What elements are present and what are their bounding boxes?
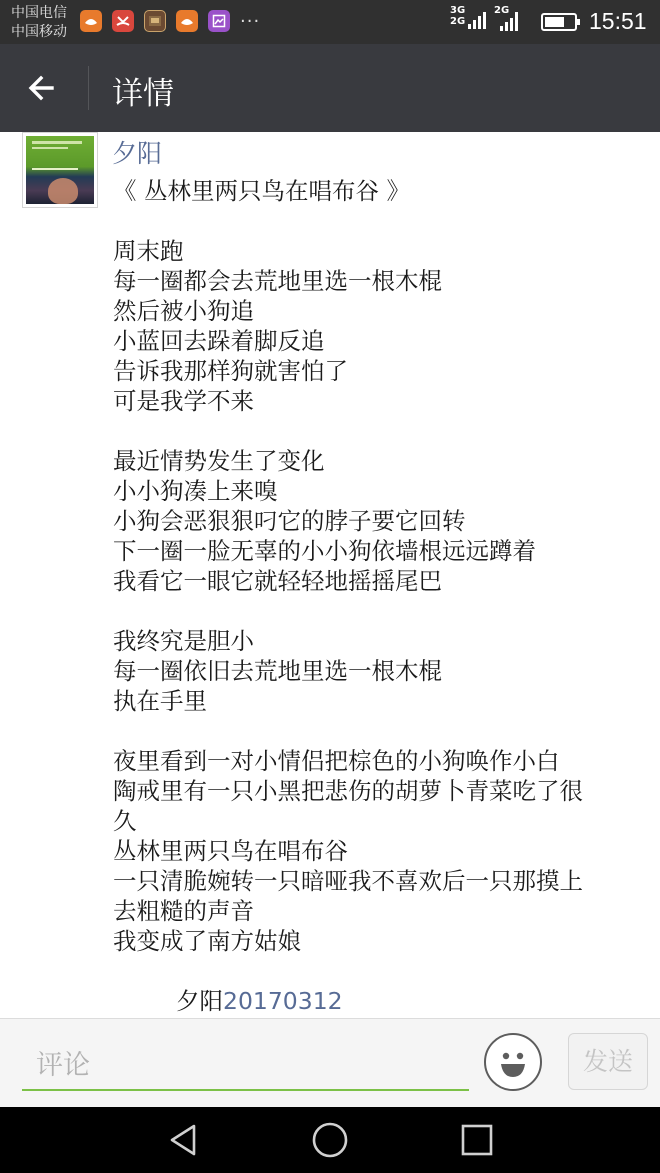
post-line: 丛林里两只鸟在唱布谷 — [113, 837, 348, 865]
post-line: 小小狗凑上来嗅 — [113, 477, 278, 505]
title-divider — [88, 66, 89, 110]
post-body — [113, 176, 638, 956]
post-line — [113, 716, 638, 746]
back-triangle-icon[interactable] — [164, 1120, 204, 1160]
post-line: 告诉我那样狗就害怕了 — [113, 357, 348, 385]
post-line: 去粗糙的声音 — [113, 897, 254, 925]
post-line: 小蓝回去跺着脚反追 — [113, 327, 325, 355]
more-notifications-icon: ··· — [240, 10, 261, 32]
author-name[interactable]: 夕阳 — [112, 139, 163, 168]
network-type-1: 3G 2G — [450, 5, 466, 27]
comment-input[interactable] — [22, 1041, 469, 1091]
signature-date[interactable]: 20170312 — [223, 987, 343, 1015]
clock: 15:51 — [589, 8, 647, 34]
post-line: 我变成了南方姑娘 — [113, 927, 301, 955]
signal-icon-2 — [500, 12, 518, 31]
post-line: 最近情势发生了变化 — [113, 447, 325, 475]
status-bar — [0, 0, 660, 44]
post-line: 久 — [113, 807, 137, 835]
comment-bar — [0, 1018, 660, 1107]
avatar-image — [26, 136, 94, 204]
post-line: 我看它一眼它就轻轻地摇摇尾巴 — [113, 567, 442, 595]
post-line: 周末跑 — [113, 237, 184, 265]
notification-icons — [80, 10, 260, 32]
gallery-icon — [208, 10, 230, 32]
page-title: 详情 — [112, 76, 174, 112]
post-line: 《 丛林里两只鸟在唱布谷 》 — [113, 177, 410, 205]
signature — [176, 986, 343, 1016]
avatar[interactable] — [22, 132, 98, 208]
carrier-2: 中国移动 — [11, 24, 67, 40]
photo-icon — [144, 10, 166, 32]
uc-browser-icon — [80, 10, 102, 32]
post-line: 然后被小狗追 — [113, 297, 254, 325]
post-line: 小狗会恶狠狠叼它的脖子要它回转 — [113, 507, 466, 535]
post-line: 每一圈都会去荒地里选一根木棍 — [113, 267, 442, 295]
post-line: 下一圈一脸无辜的小小狗依墙根远远蹲着 — [113, 537, 536, 565]
post-line: 夜里看到一对小情侣把棕色的小狗唤作小白 — [113, 747, 560, 775]
uc-browser-icon — [176, 10, 198, 32]
send-button[interactable]: 发送 — [568, 1033, 648, 1090]
signal-icon-1 — [468, 12, 486, 29]
signature-name: 夕阳 — [176, 987, 223, 1015]
post-line — [113, 416, 638, 446]
post-line — [113, 206, 638, 236]
system-nav-bar — [0, 1107, 660, 1173]
network-type-2: 2G — [494, 5, 510, 16]
carrier-1: 中国电信 — [11, 5, 67, 21]
post-line: 陶戒里有一只小黑把悲伤的胡萝卜青菜吃了很 — [113, 777, 583, 805]
post-line: 每一圈依旧去荒地里选一根木棍 — [113, 657, 442, 685]
battery-icon — [541, 13, 577, 31]
post-line — [113, 596, 638, 626]
home-circle-icon[interactable] — [310, 1120, 350, 1160]
post-line: 我终究是胆小 — [113, 627, 254, 655]
carrier-info — [11, 4, 67, 42]
recents-square-icon[interactable] — [457, 1120, 497, 1160]
back-arrow-icon[interactable] — [22, 68, 62, 108]
title-bar — [0, 44, 660, 132]
emoji-icon — [486, 1035, 540, 1089]
post-line: 执在手里 — [113, 687, 207, 715]
emoji-button[interactable] — [484, 1033, 542, 1091]
missed-call-icon — [112, 10, 134, 32]
post-line: 一只清脆婉转一只暗哑我不喜欢后一只那摸上 — [113, 867, 583, 895]
post-line: 可是我学不来 — [113, 387, 254, 415]
